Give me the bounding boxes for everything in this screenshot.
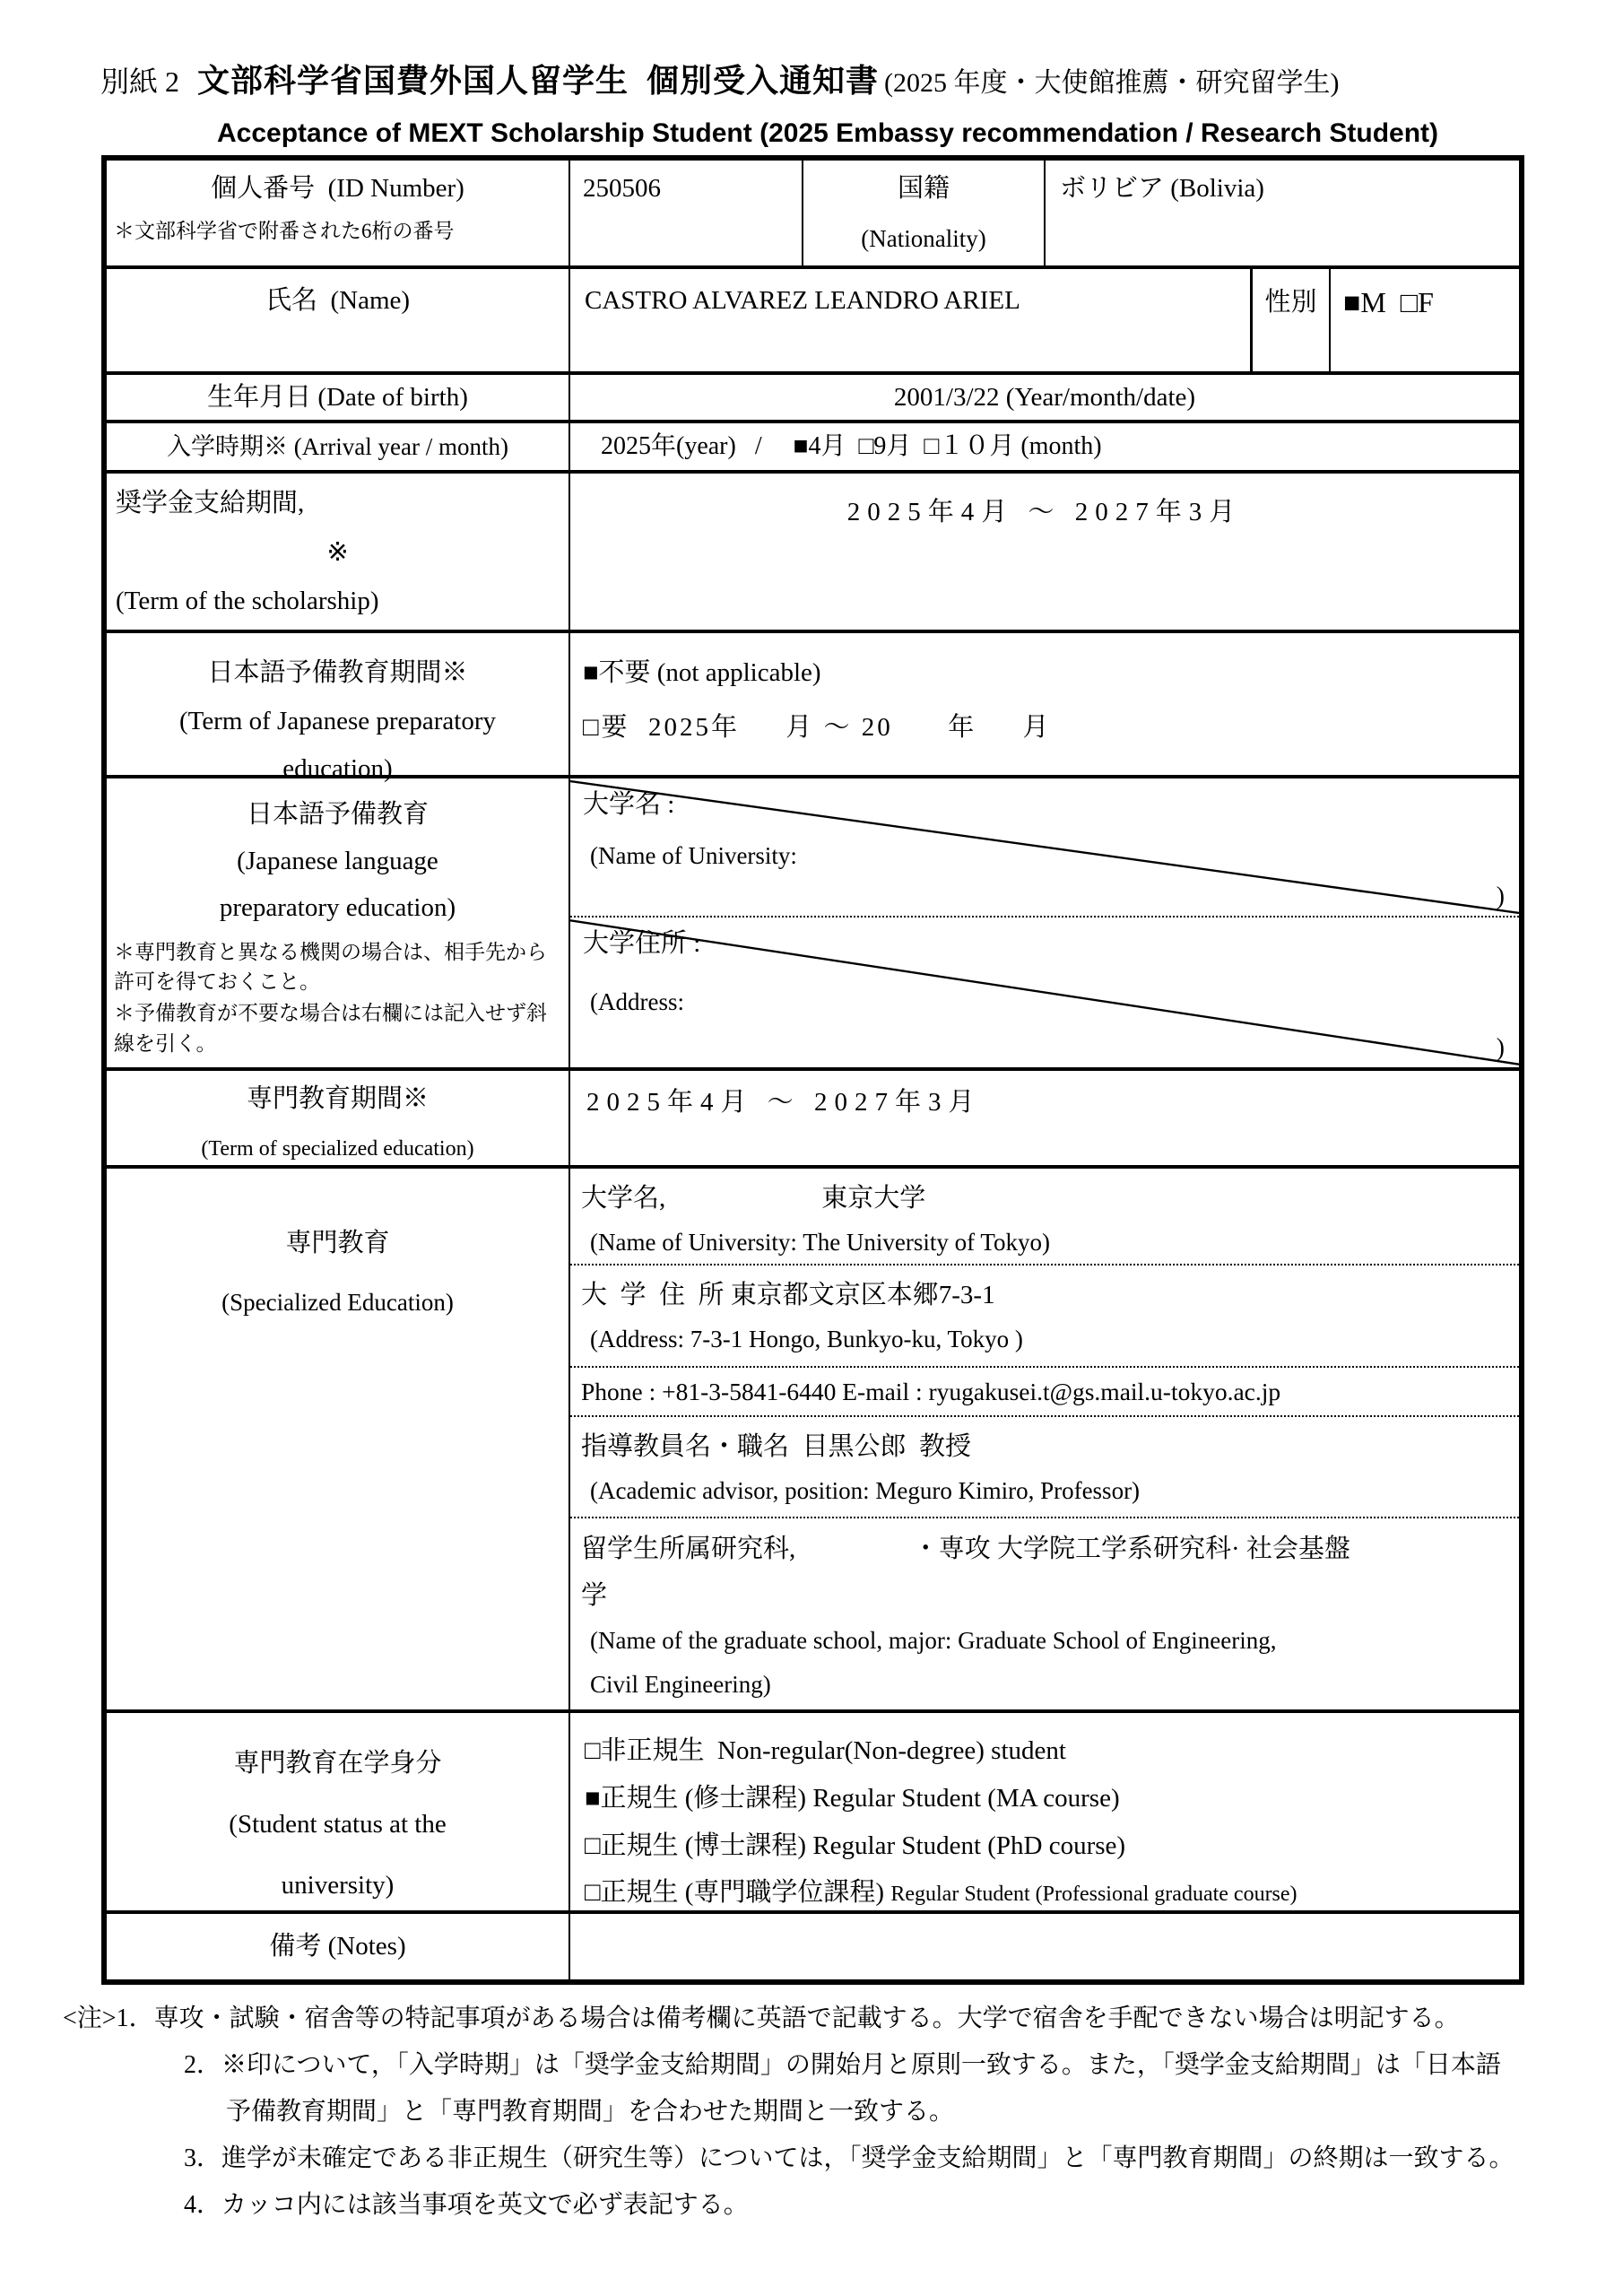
status-option-ma-checkbox[interactable]: ■正規生 (修士課程) Regular Student (MA course) [585, 1783, 1120, 1813]
contact-subrow [570, 1366, 1519, 1415]
jp-prep-term-label-en2: education) [282, 754, 393, 784]
jp-prep-univ-address-label-en: (Address: [590, 987, 684, 1015]
status-option-professional-en: Regular Student (Professional graduate course) [890, 1883, 1298, 1907]
jp-prep-education-label-en1: (Japanese language [237, 847, 438, 876]
scholarship-term-label-en: (Term of the scholarship) [116, 587, 379, 616]
specialized-term-label-jp: 専門教育期間※ [246, 1084, 429, 1113]
document-subtitle-en: Acceptance of MEXT Scholarship Student (2025 Embassy recommendation / Research Student) [216, 118, 1439, 148]
gender-checkboxes[interactable]: ■M □F [1343, 286, 1434, 318]
document-title [100, 56, 1340, 101]
nationality-label-en: (Nationality) [861, 224, 986, 252]
notes-row [107, 1910, 1519, 1979]
jp-prep-education-note2: ＊予備教育が不要な場合は右欄には記入せず斜線を引く。 [114, 1002, 547, 1055]
specialized-education-label-cell [107, 1169, 570, 1709]
name-value: CASTRO ALVAREZ LEANDRO ARIEL [585, 286, 1020, 315]
specialized-term-label-en: (Term of specialized education) [201, 1136, 474, 1161]
jp-prep-term-value-cell [570, 633, 1519, 775]
advisor-jp: 指導教員名・職名 目黒公郎 教授 [581, 1432, 972, 1461]
nationality-label-cell [803, 161, 1046, 265]
specialized-education-row [107, 1165, 1519, 1709]
student-status-options-cell [570, 1713, 1519, 1910]
title-suffix: (2025 年度・大使館推薦・研究留学生) [884, 68, 1340, 98]
jp-prep-education-label-cell [107, 778, 570, 1067]
arrival-month-checkboxes[interactable]: 2025年(year) / ■4月 □9月 □１０月 (month) [601, 432, 1102, 461]
jp-prep-not-applicable-checkbox[interactable]: ■不要 (not applicable) [583, 658, 821, 687]
advisor-en: (Academic advisor, position: Meguro Kimiro, Professor) [590, 1476, 1141, 1504]
jp-prep-univ-name-cell [570, 778, 1519, 916]
university-address-en: (Address: 7-3-1 Hongo, Bunkyo-ku, Tokyo ) [590, 1325, 1023, 1352]
specialized-education-label-en: (Specialized Education) [221, 1288, 454, 1316]
arrival-row [107, 420, 1519, 470]
jp-prep-term-label-jp: 日本語予備教育期間※ [207, 658, 468, 687]
university-name-jp: 大学名, 東京大学 [581, 1184, 926, 1213]
jp-prep-education-value-cell [570, 778, 1519, 1067]
jp-prep-education-label-en2: preparatory education) [219, 893, 456, 923]
scholarship-term-label-cell [107, 474, 570, 630]
jp-prep-univ-address-label: 大学住所 : [583, 929, 701, 958]
nationality-value: ボリビア (Bolivia) [1060, 174, 1264, 203]
jp-prep-term-label-cell [107, 633, 570, 784]
graduate-school-subrow [570, 1517, 1519, 1709]
graduate-school-en-line1: (Name of the graduate school, major: Graduate School of Engineering, [590, 1627, 1277, 1655]
footnote-3: 3．進学が未確定である非正規生（研究生等）については，「奨学金支給期間」と「専門教育期間」の終期は一致する。 [184, 2144, 1515, 2172]
university-name-subrow [570, 1169, 1519, 1264]
specialized-term-value: 2025年4月 ～ 2027年3月 [586, 1088, 982, 1117]
university-address-jp: 大 学 住 所 東京都文京区本郷7-3-1 [581, 1281, 995, 1309]
birth-row [107, 371, 1519, 420]
status-option-professional-jp: □正規生 (専門職学位課程) [585, 1878, 891, 1908]
footnote-1: <注>1．専攻・試験・宿舎等の特記事項がある場合は備考欄に英語で記載する。大学で宿舎を手配できない場合は明記する。 [63, 2005, 1460, 2032]
title-prefix: 別紙 2 [100, 65, 180, 98]
graduate-school-jp-line2: 学 [581, 1581, 608, 1611]
graduate-school-jp-line1: 留学生所属研究科, ・専攻 大学院工学系研究科· 社会基盤 [581, 1535, 1350, 1563]
university-name-en: (Name of University: The University of Tokyo) [590, 1228, 1051, 1256]
graduate-school-en-line2: Civil Engineering) [590, 1670, 771, 1698]
jp-prep-education-row [107, 775, 1519, 1067]
specialized-education-label-jp: 専門教育 [285, 1229, 390, 1257]
student-status-row [107, 1709, 1519, 1910]
id-number-label-cell [107, 161, 570, 265]
jp-prep-univ-name-label-en: (Name of University: [590, 841, 797, 869]
footnote-4: 4．カッコ内には該当事項を英文で必ず表記する。 [184, 2191, 749, 2219]
student-status-label-en2: university) [281, 1871, 395, 1900]
gender-label: 性別 [1250, 269, 1331, 371]
specialized-education-value-cell [570, 1169, 1519, 1709]
notes-label: 備考 (Notes) [107, 1914, 570, 1979]
jp-prep-univ-address-close-paren: ) [1496, 1034, 1505, 1063]
scholarship-term-row [107, 470, 1519, 630]
nationality-label-jp: 国籍 [897, 174, 950, 203]
diagonal-strike-line [570, 918, 1519, 1067]
student-status-label-jp: 専門教育在学身分 [233, 1749, 442, 1778]
jp-prep-education-label-jp: 日本語予備教育 [246, 800, 429, 829]
specialized-term-label-cell [107, 1071, 570, 1165]
birth-label: 生年月日 (Date of birth) [107, 375, 570, 420]
phone-email-value: Phone : +81-3-5841-6440 E-mail : ryugakusei.t@gs.mail.u-tokyo.ac.jp [581, 1378, 1281, 1405]
footnote-2-line1: 2．※印について，「入学時期」は「奨学金支給期間」の開始月と原則一致する。また，「奨学金支給期間」は「日本語 [184, 2051, 1501, 2079]
jp-prep-education-note1: ＊専門教育と異なる機関の場合は、相手先から許可を得ておくこと。 [114, 940, 547, 993]
notes-value-empty [570, 1914, 1519, 1979]
student-status-label-en1: (Student status at the [229, 1810, 447, 1839]
jp-prep-univ-address-cell [570, 916, 1519, 1067]
scholarship-term-label-jp: 奨学金支給期間, [116, 489, 305, 517]
status-option-phd-checkbox[interactable]: □正規生 (博士課程) Regular Student (PhD course) [585, 1831, 1126, 1860]
advisor-subrow [570, 1415, 1519, 1517]
id-number-value: 250506 [570, 161, 803, 265]
title-main: 文部科学省国費外国人留学生 個別受入通知書 [197, 63, 880, 99]
jp-prep-education-label [220, 791, 456, 932]
university-address-subrow [570, 1264, 1519, 1366]
jp-prep-required-checkbox[interactable]: □要 2025年 月 ～ 20 年 月 [583, 712, 1052, 742]
jp-prep-term-label-en1: (Term of Japanese preparatory [178, 706, 497, 735]
arrival-label: 入学時期※ (Arrival year / month) [107, 423, 570, 470]
scholarship-term-value: 2025年4月 ～ 2027年3月 [846, 498, 1243, 526]
jp-prep-univ-name-close-paren: ) [1496, 883, 1505, 911]
id-number-note: ＊文部科学省で附番された6桁の番号 [114, 219, 455, 242]
status-option-nonregular-checkbox[interactable]: □非正規生 Non-regular(Non-degree) student [585, 1736, 1066, 1765]
id-number-label: 個人番号 (ID Number) [211, 174, 464, 203]
footnote-2-line2: 予備教育期間」と「専門教育期間」を合わせた期間と一致する。 [226, 2098, 955, 2126]
scholarship-term-asterisk: ※ [326, 537, 349, 567]
specialized-term-row [107, 1067, 1519, 1165]
id-number-row [107, 161, 1519, 265]
student-status-label-cell [107, 1713, 570, 1910]
name-row [107, 265, 1519, 371]
birth-value: 2001/3/22 (Year/month/date) [893, 382, 1196, 412]
name-label: 氏名 (Name) [107, 269, 570, 371]
acceptance-form-table [101, 155, 1524, 1985]
jp-prep-term-row [107, 630, 1519, 784]
jp-prep-univ-name-label: 大学名 : [583, 790, 675, 819]
